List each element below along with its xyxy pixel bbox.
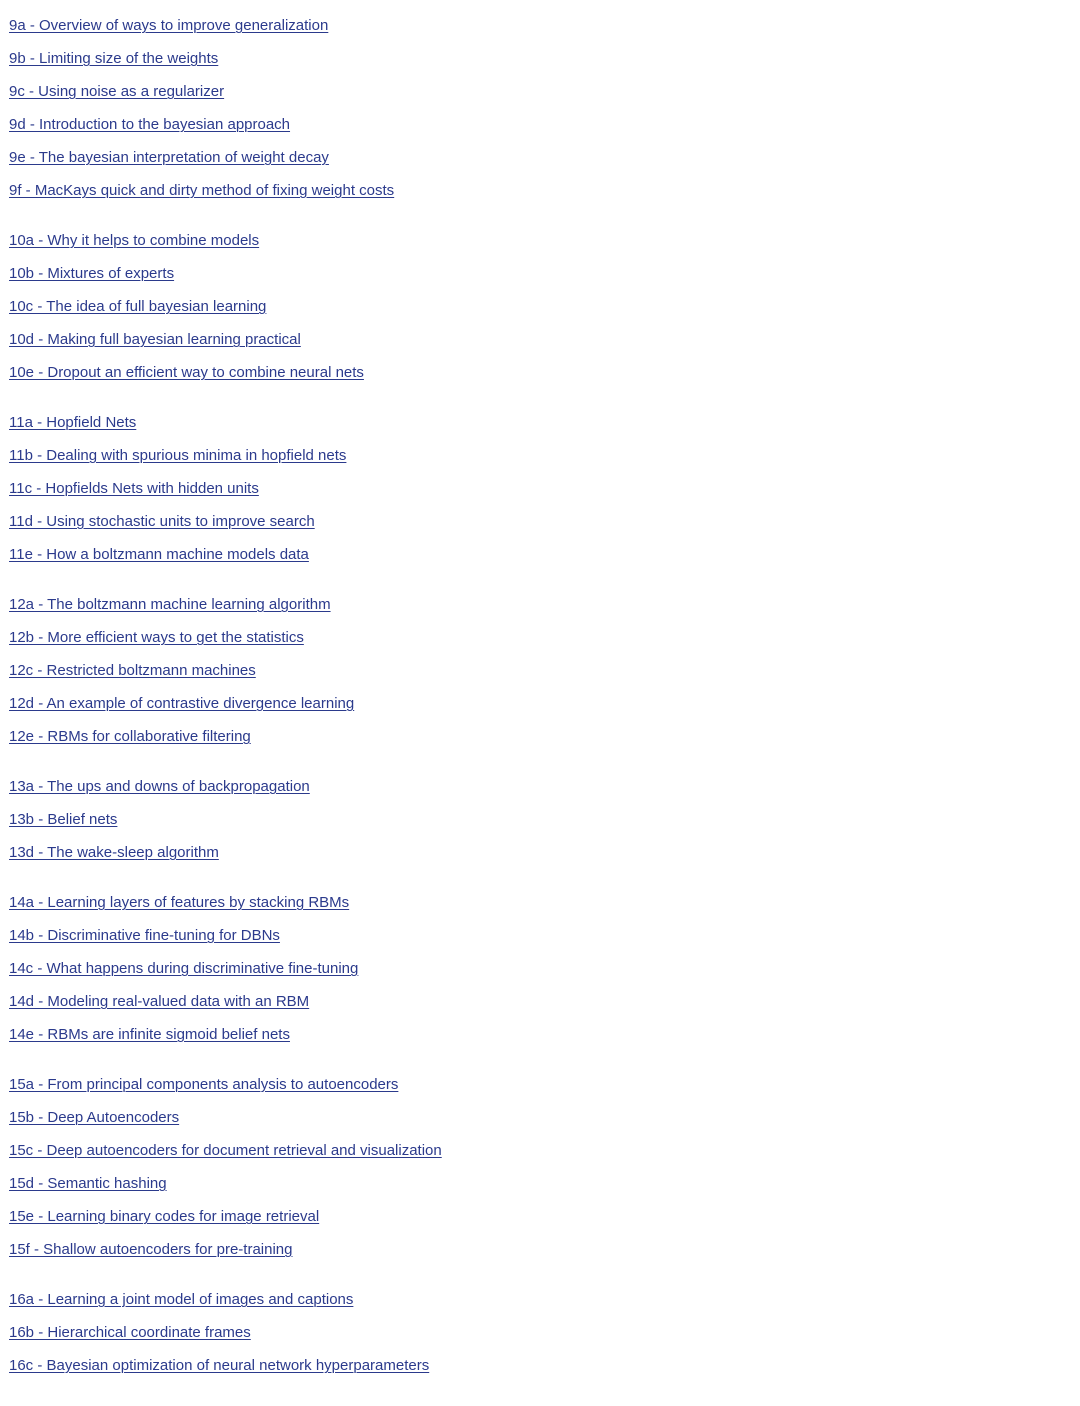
lecture-link-14e[interactable]: 14e - RBMs are infinite sigmoid belief nets	[9, 1026, 290, 1043]
lecture-link-16b[interactable]: 16b - Hierarchical coordinate frames	[9, 1324, 251, 1341]
lecture-link-11e[interactable]: 11e - How a boltzmann machine models data	[9, 546, 309, 563]
lecture-link-15d[interactable]: 15d - Semantic hashing	[9, 1175, 167, 1192]
lecture-link-14a[interactable]: 14a - Learning layers of features by stacking RBMs	[9, 894, 350, 911]
lecture-group-10	[9, 231, 1069, 396]
lecture-link-9f[interactable]: 9f - MacKays quick and dirty method of fixing weight costs	[9, 182, 395, 199]
lecture-link-12b[interactable]: 12b - More efficient ways to get the statistics	[9, 629, 304, 646]
lecture-link-13d[interactable]: 13d - The wake-sleep algorithm	[9, 844, 219, 861]
lecture-link-10c[interactable]: 10c - The idea of full bayesian learning	[9, 298, 267, 315]
lecture-link-9d[interactable]: 9d - Introduction to the bayesian approach	[9, 116, 291, 133]
lecture-link-10e[interactable]: 10e - Dropout an efficient way to combine neural nets	[9, 364, 364, 381]
lecture-link-11c[interactable]: 11c - Hopfields Nets with hidden units	[9, 480, 259, 497]
lecture-link-11a[interactable]: 11a - Hopfield Nets	[9, 414, 137, 431]
lecture-link-14c[interactable]: 14c - What happens during discriminative fine-tuning	[9, 960, 359, 977]
lecture-group-9	[9, 16, 1069, 214]
lecture-link-15c[interactable]: 15c - Deep autoencoders for document retrieval and visualization	[9, 1142, 442, 1159]
lecture-link-9c[interactable]: 9c - Using noise as a regularizer	[9, 83, 225, 100]
lecture-link-10d[interactable]: 10d - Making full bayesian learning practical	[9, 331, 301, 348]
lecture-link-15a[interactable]: 15a - From principal components analysis to autoencoders	[9, 1076, 399, 1093]
lecture-link-15e[interactable]: 15e - Learning binary codes for image retrieval	[9, 1208, 320, 1225]
lecture-link-16a[interactable]: 16a - Learning a joint model of images and captions	[9, 1291, 354, 1308]
lecture-list	[9, 16, 1069, 1406]
lecture-link-10a[interactable]: 10a - Why it helps to combine models	[9, 232, 260, 249]
lecture-link-14b[interactable]: 14b - Discriminative fine-tuning for DBNs	[9, 927, 280, 944]
lecture-link-15f[interactable]: 15f - Shallow autoencoders for pre-training	[9, 1241, 293, 1258]
lecture-group-16	[9, 1290, 1069, 1389]
lecture-group-13	[9, 777, 1069, 876]
lecture-link-9a[interactable]: 9a - Overview of ways to improve generalization	[9, 17, 329, 34]
lecture-group-15	[9, 1075, 1069, 1273]
lecture-link-9b[interactable]: 9b - Limiting size of the weights	[9, 50, 219, 67]
lecture-group-12	[9, 595, 1069, 760]
lecture-link-12c[interactable]: 12c - Restricted boltzmann machines	[9, 662, 256, 679]
lecture-link-16c[interactable]: 16c - Bayesian optimization of neural network hyperparameters	[9, 1357, 430, 1374]
lecture-group-14	[9, 893, 1069, 1058]
lecture-link-15b[interactable]: 15b - Deep Autoencoders	[9, 1109, 180, 1126]
lecture-link-10b[interactable]: 10b - Mixtures of experts	[9, 265, 175, 282]
lecture-link-12a[interactable]: 12a - The boltzmann machine learning algorithm	[9, 596, 331, 613]
lecture-group-11	[9, 413, 1069, 578]
lecture-link-13b[interactable]: 13b - Belief nets	[9, 811, 118, 828]
lecture-link-13a[interactable]: 13a - The ups and downs of backpropagation	[9, 778, 310, 795]
lecture-link-9e[interactable]: 9e - The bayesian interpretation of weight decay	[9, 149, 329, 166]
lecture-link-12d[interactable]: 12d - An example of contrastive divergence learning	[9, 695, 355, 712]
lecture-link-14d[interactable]: 14d - Modeling real-valued data with an RBM	[9, 993, 310, 1010]
lecture-link-11b[interactable]: 11b - Dealing with spurious minima in hopfield nets	[9, 447, 347, 464]
lecture-link-11d[interactable]: 11d - Using stochastic units to improve search	[9, 513, 315, 530]
lecture-link-12e[interactable]: 12e - RBMs for collaborative filtering	[9, 728, 251, 745]
